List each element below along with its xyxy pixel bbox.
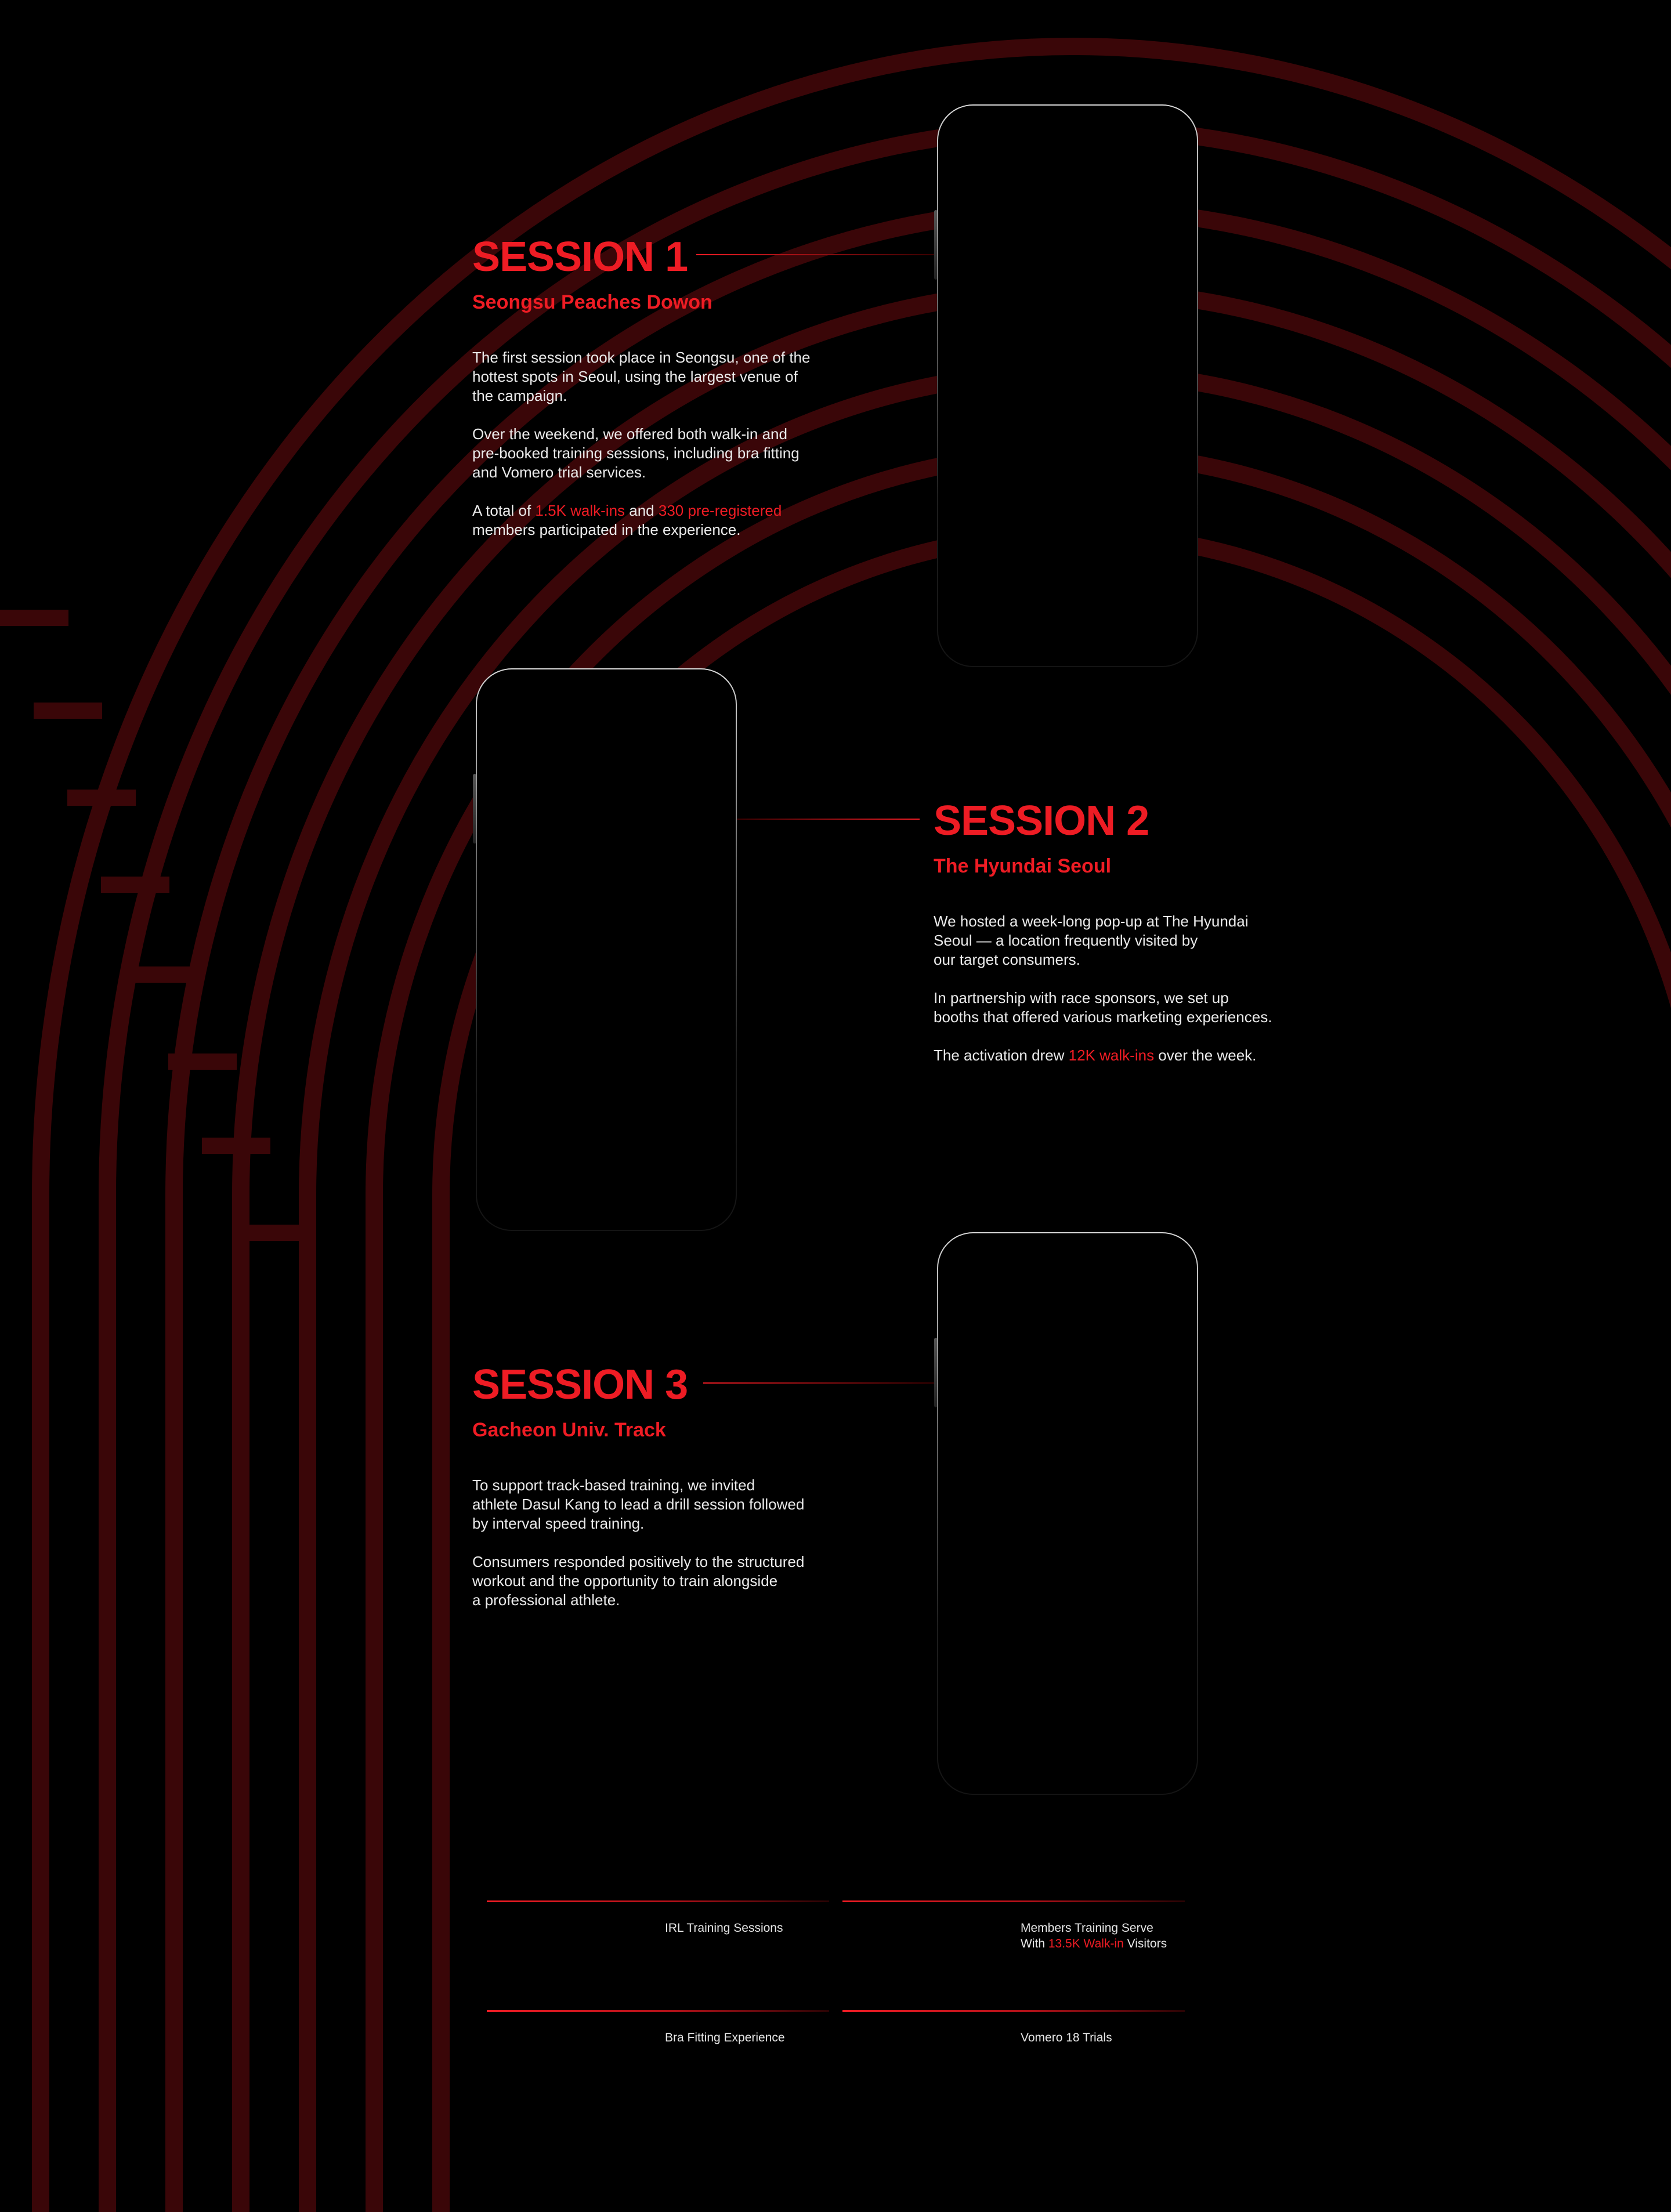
- stat-label: Vomero 18 Trials: [1021, 2031, 1112, 2044]
- session-1-venue: Seongsu Peaches Dowon: [472, 291, 712, 313]
- session-1-title: SESSION 1: [472, 234, 688, 280]
- session-2-venue: The Hyundai Seoul: [934, 855, 1112, 877]
- session-2-paragraph-3: [934, 1046, 1316, 1065]
- walk-ins-highlight: 12K walk-ins: [1068, 1046, 1155, 1064]
- stat-vomero-trials: [842, 2010, 1185, 2044]
- session-2: [934, 800, 1316, 1084]
- session-1-paragraph-1: The first session took place in Seongsu, one of the hottest spots in Seoul, using the largest venue of the campaign.: [472, 348, 811, 404]
- stat-label: Bra Fitting Experience: [665, 2031, 785, 2044]
- walk-in-visitors-highlight: 13.5K Walk-in: [1048, 1937, 1124, 1950]
- stat-divider: [842, 2010, 1185, 2012]
- session-2-title: SESSION 2: [934, 798, 1149, 844]
- stat-divider: [842, 1900, 1185, 1902]
- track-lane-line: [107, 128, 1671, 2212]
- phone-mockup-session-2: [476, 668, 737, 1231]
- session-2-paragraph-2: In partnership with race sponsors, we set up booths that offered various marketing experiences.: [934, 989, 1272, 1026]
- session-3-paragraph-2: Consumers responded positively to the structured workout and the opportunity to train alongside a professional athlete.: [472, 1552, 805, 1609]
- stat-members-training: [842, 1900, 1185, 1950]
- session-2-description: [934, 912, 1316, 1065]
- stat-label: IRL Training Sessions: [665, 1921, 783, 1935]
- session-1-paragraph-3: [472, 501, 820, 540]
- stat-irl-training-sessions: [487, 1900, 829, 1935]
- phone-mockup-session-3: [937, 1232, 1198, 1795]
- session-1-text: A total of: [472, 501, 536, 519]
- pre-registered-highlight: 330 pre-registered: [658, 501, 782, 519]
- stat-divider: [487, 2010, 829, 2012]
- session-2-text: over the week.: [1154, 1046, 1257, 1064]
- session-3: [472, 1364, 832, 1629]
- session-3-venue: Gacheon Univ. Track: [472, 1419, 666, 1441]
- stat-label-line-1: Members Training Serve: [1021, 1921, 1153, 1935]
- session-2-text: The activation drew: [934, 1046, 1069, 1064]
- stat-bra-fitting: [487, 2010, 829, 2044]
- session-1-text: members participated in the experience.: [472, 520, 741, 538]
- stat-label-text: With: [1021, 1937, 1048, 1950]
- stat-label: [1021, 1920, 1167, 1952]
- session-3-description: [472, 1476, 832, 1610]
- session-1: [472, 236, 820, 559]
- session-1-description: [472, 348, 820, 540]
- session-1-connector: [696, 254, 934, 255]
- track-lane-line: [174, 209, 1671, 2212]
- session-1-paragraph-2: Over the weekend, we offered both walk-in and pre-booked training sessions, including bra fitting and Vomero trial services.: [472, 425, 800, 481]
- session-3-connector: [703, 1382, 934, 1384]
- stat-label-text: Visitors: [1123, 1937, 1167, 1950]
- phone-mockup-session-1: [937, 104, 1198, 667]
- session-3-title: SESSION 3: [472, 1362, 688, 1408]
- session-3-paragraph-1: To support track-based training, we invited athlete Dasul Kang to lead a drill session followed by interval speed training.: [472, 1476, 805, 1532]
- session-2-paragraph-1: We hosted a week-long pop-up at The Hyundai Seoul — a location frequently visited by our target consumers.: [934, 912, 1249, 968]
- session-1-text: and: [625, 501, 659, 519]
- walk-ins-highlight: 1.5K walk-ins: [535, 501, 625, 519]
- session-2-connector: [737, 819, 920, 820]
- stat-divider: [487, 1900, 829, 1902]
